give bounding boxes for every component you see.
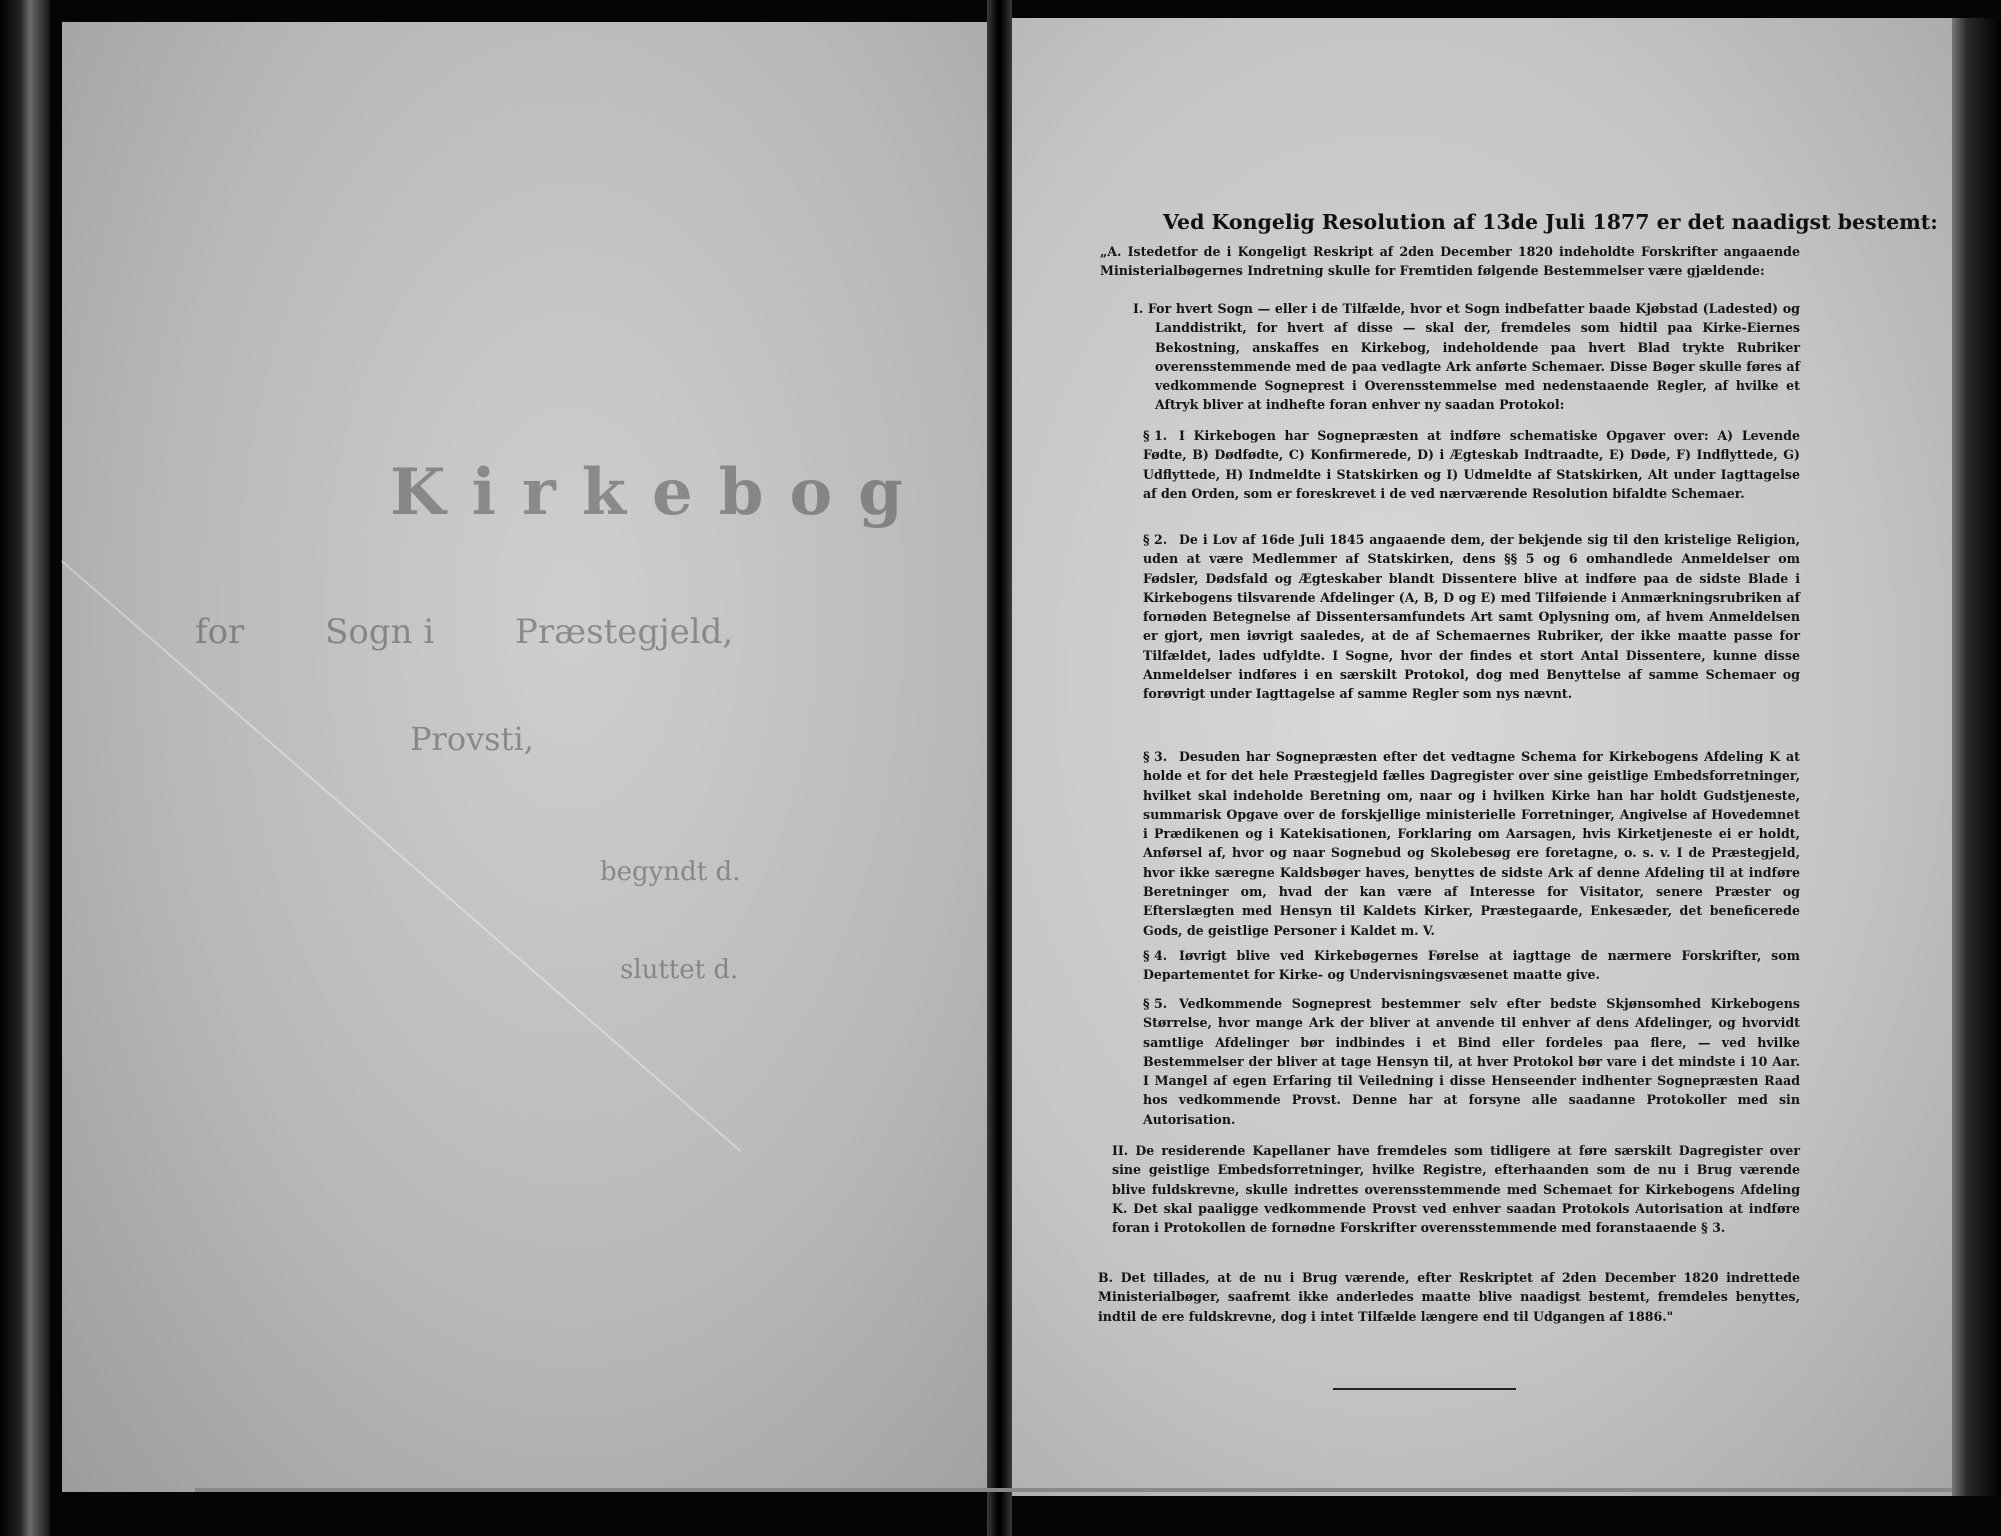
section-4-number: § 4.	[1143, 948, 1168, 963]
page-bottom-edge	[195, 1488, 1952, 1492]
sogn-label: Sogn i	[325, 612, 435, 652]
paragraph-i-text: I. For hvert Sogn — eller i de Tilfælde, hvor et Sogn indbefatter baade Kjøbstad (Ladested) og Landdistrikt, for hvert af disse — skal der, fremdeles som hidtil paa Kirke-Eiernes Bekostning, anskaffes en Kirkebog, indeholdende paa hvert Blad trykte Rubriker overensstemmende med de paa vedlagte Ark anførte Schemaer. Disse Bøger skulle føres af vedkommende Sogneprest i Overensstemmelse med nedenstaaende Regler, af hvilke et Aftryk bliver at indhefte foran enhver ny saadan Protokol:	[1133, 301, 1800, 413]
book-gutter	[987, 0, 1012, 1536]
section-1-text: I Kirkebogen har Sognepræsten at indføre schematiske Opgaver over: A) Levende Fødte, B) Dødfødte, C) Konfirmerede, D) i Ægteskab Indtraadte, E) Døde, F) Indflyttede, G) Udflyttede, H) Indmeldte i Statskirken og I) Udmeldte af Statskirken, Alt under Iagttagelse af den Orden, som er foreskrevet i de ved nærværende Resolution bifaldte Schemaer.	[1143, 428, 1800, 501]
page-stack-edge	[1952, 18, 2001, 1496]
closing-rule	[1333, 1388, 1516, 1390]
section-2-number: § 2.	[1143, 532, 1168, 547]
sluttet-label: sluttet d.	[620, 955, 739, 985]
begyndt-label: begyndt d.	[600, 857, 741, 887]
section-1-number: § 1.	[1143, 428, 1168, 443]
section-1	[1143, 426, 1800, 503]
left-page-title: Kirkebog	[390, 455, 929, 530]
praestegjeld-label: Præstegjeld,	[515, 612, 734, 652]
paragraph-i	[1133, 299, 1800, 415]
paragraph-ii: II. De residerende Kapellaner have fremdeles som tidligere at føre særskilt Dagregister over sine geistlige Embedsforretninger, hvilke Registre, efterhaanden som de nu i Brug værende blive fuldskrevne, skulle indrettes overensstemmende med Schemaet for Kirkebogens Afdeling K. Det skal paaligge vedkommende Provst ved enhver saadan Protokols Autorisation at indføre foran i Protokollen de fornødne Forskrifter overensstemmende med foranstaaende § 3.	[1112, 1143, 1800, 1236]
section-5-text: Vedkommende Sogneprest bestemmer selv efter bedste Skjønsomhed Kirkebogens Størrelse, hvor mange Ark der bliver at anvende til enhver af dens Afdelinger, og hvorvidt samtlige Afdelinger bør indbindes i et Bind eller fordeles paa flere, — ved hvilke Bestemmelser der bliver at tage Hensyn til, at hver Protokol bør vare i det mindste i 10 Aar. I Mangel af egen Erfaring til Veiledning i disse Henseender indhenter Sognepræsten Raad hos vedkommende Provst. Denne har at forsyne alle saadanne Protokoller med sin Autorisation.	[1143, 996, 1800, 1127]
for-label: for	[195, 612, 245, 652]
section-5	[1143, 994, 1800, 1129]
section-2	[1143, 530, 1800, 704]
section-3	[1143, 747, 1800, 940]
section-4-text: Iøvrigt blive ved Kirkebøgernes Førelse at iagttage de nærmere Forskrifter, som Departementet for Kirke- og Undervisningsvæsenet maatte give.	[1143, 948, 1800, 983]
section-2-text: De i Lov af 16de Juli 1845 angaaende dem, der bekjende sig til den kristelige Religion, uden at være Medlemmer af Statskirken, dens §§ 5 og 6 omhandlede Anmeldelser om Fødsler, Dødsfald og Ægteskaber blandt Dissentere blive at indføre paa de sidste Blade i Kirkebogens tilsvarende Afdelinger (A, B, D og E) med Tilføiende i Anmærkningsrubriken af fornøden Betegnelse af Dissentersamfundets Art samt Oplysning om, af hvem Anmeldelsen er gjort, men iøvrigt saaledes, at de af Schemaernes Rubriker, der ikke maatte passe for Tilfældet, lades udfyldte. I Sogne, hvor der findes et stort Antal Dissentere, kunne disse Anmeldelser indføres i en særskilt Protokol, dog med Benyttelse af samme Schemaer og forøvrigt under Iagttagelse af samme Regler som nys nævnt.	[1143, 532, 1800, 702]
resolution-heading: Ved Kongelig Resolution af 13de Juli 1877 er det naadigst bestemt:	[1163, 210, 1938, 234]
section-5-number: § 5.	[1143, 996, 1168, 1011]
paragraph-a: „A. Istedetfor de i Kongeligt Reskript af 2den December 1820 indeholdte Forskrifter angaaende Ministerialbøgernes Indretning skulle for Fremtiden følgende Bestemmelser være gjældende:	[1100, 244, 1800, 279]
section-3-number: § 3.	[1143, 749, 1168, 764]
scan-border-left	[0, 0, 50, 1536]
paragraph-b: B. Det tillades, at de nu i Brug værende, efter Reskriptet af 2den December 1820 indrettede Ministerialbøger, saafremt ikke anderledes maatte blive naadigst bestemt, fremdeles benyttes, indtil de ere fuldskrevne, dog i intet Tilfælde længere end til Udgangen af 1886."	[1098, 1270, 1800, 1324]
section-4	[1143, 946, 1800, 985]
section-3-text: Desuden har Sognepræsten efter det vedtagne Schema for Kirkebogens Afdeling K at holde et for det hele Præstegjeld fælles Dagregister over sine geistlige Embedsforretninger, hvilket skal indeholde Beretning om, naar og i hvilken Kirke han har holdt Gudstjeneste, summarisk Opgave over de forskjellige ministerielle Forretninger, Angivelse af Hovedemnet i Prædikenen og i Katekisationen, Forklaring om Aarsagen, hvis Kirketjeneste ei er holdt, Anførsel af, hvor og naar Sognebud og Skolebesøg ere foretagne, o. s. v. I de Præstegjeld, hvor ikke særegne Kaldsbøger haves, benyttes de sidste Ark af denne Afdeling til at indføre Beretninger om, hvad der kan være af Interesse for Visitator, senere Præster og Efterslægten med Hensyn til Kaldets Kirker, Præstegaarde, Enkesæder, det beneficerede Gods, de geistlige Personer i Kaldet m. V.	[1143, 749, 1800, 938]
parish-line	[195, 612, 803, 652]
provsti-label: Provsti,	[410, 720, 534, 758]
